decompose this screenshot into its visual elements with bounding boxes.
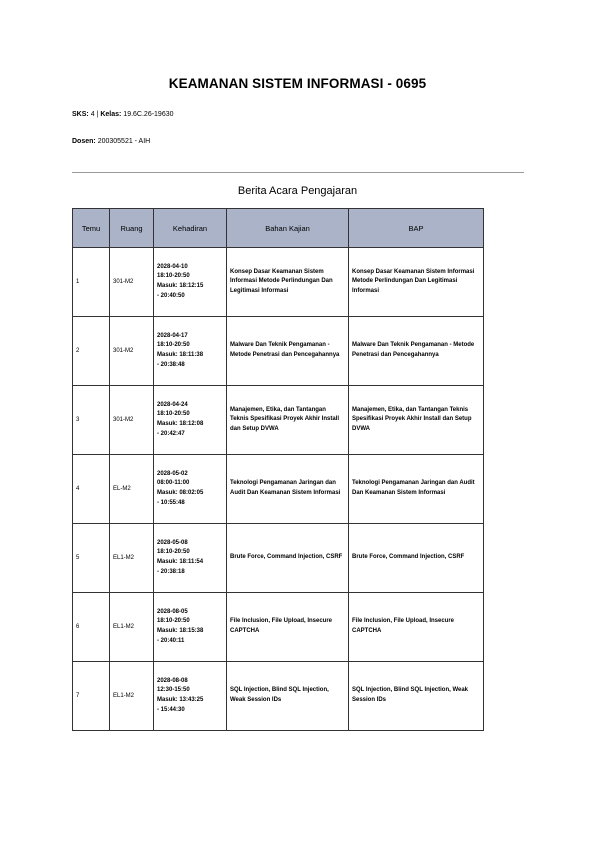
cell-bap: Malware Dan Teknik Pengamanan - Metode Penetrasi dan Pencegahannya: [349, 317, 484, 386]
header-temu: Temu: [73, 209, 110, 248]
cell-bahan-kajian: Teknologi Pengamanan Jaringan dan Audit Dan Keamanan Sistem Informasi: [227, 455, 349, 524]
kehadiran-line: - 10:55:48: [157, 499, 185, 506]
table-row: [73, 524, 484, 593]
cell-bap: Manajemen, Etika, dan Tantangan Teknis Spesifikasi Proyek Akhir Install dan Setup DVWA: [349, 386, 484, 455]
table-row: [73, 593, 484, 662]
section-title: Berita Acara Pengajaran: [237, 185, 358, 197]
table-row: [73, 386, 484, 455]
table-header-row: [73, 209, 484, 248]
cell-temu: 1: [73, 248, 110, 317]
cell-kehadiran: [154, 386, 227, 455]
cell-temu: 3: [73, 386, 110, 455]
cell-ruang: 301-M2: [110, 317, 154, 386]
cell-bap: File Inclusion, File Upload, Insecure CAPTCHA: [349, 593, 484, 662]
header-bahan-kajian: Bahan Kajian: [227, 209, 349, 248]
cell-bahan-kajian: SQL Injection, Blind SQL Injection, Weak Session IDs: [227, 662, 349, 731]
cell-bap: Teknologi Pengamanan Jaringan dan Audit Dan Keamanan Sistem Informasi: [349, 455, 484, 524]
course-info-line: [72, 111, 174, 118]
header-bap: BAP: [349, 209, 484, 248]
cell-temu: 4: [73, 455, 110, 524]
cell-ruang: EL1-M2: [110, 662, 154, 731]
kehadiran-line: 2028-05-02: [157, 470, 188, 477]
teaching-report-table: [72, 208, 484, 731]
kehadiran-line: - 20:38:18: [157, 568, 185, 575]
kehadiran-line: Masuk: 18:11:54: [157, 559, 204, 565]
kehadiran-line: 2028-04-17: [157, 332, 188, 339]
dosen-value: 200305521 - AIH: [97, 138, 151, 145]
cell-bahan-kajian: Malware Dan Teknik Pengamanan - Metode Penetrasi dan Pencegahannya: [227, 317, 349, 386]
kehadiran-line: 18:10-20:50: [157, 618, 190, 625]
cell-bap: Konsep Dasar Keamanan Sistem Informasi Metode Perlindungan Dan Legitimasi Informasi: [349, 248, 484, 317]
kehadiran-line: 18:10-20:50: [157, 273, 190, 280]
cell-ruang: 301-M2: [110, 386, 154, 455]
kehadiran-line: 2028-08-05: [157, 608, 188, 615]
kehadiran-line: 18:10-20:50: [157, 342, 190, 349]
cell-kehadiran: [154, 317, 227, 386]
kehadiran-line: 2028-05-08: [157, 539, 188, 546]
header-ruang: Ruang: [110, 209, 154, 248]
kehadiran-line: 08:00-11:00: [157, 480, 190, 487]
page-title: KEAMANAN SISTEM INFORMASI - 0695: [168, 76, 427, 91]
cell-ruang: EL1-M2: [110, 524, 154, 593]
cell-kehadiran: [154, 662, 227, 731]
lecturer-info-line: [72, 138, 150, 145]
header-kehadiran: Kehadiran: [154, 209, 227, 248]
cell-bahan-kajian: Brute Force, Command Injection, CSRF: [227, 524, 349, 593]
kehadiran-line: Masuk: 18:15:38: [157, 628, 204, 634]
kehadiran-line: Masuk: 18:12:08: [157, 421, 204, 427]
cell-temu: 5: [73, 524, 110, 593]
cell-temu: 2: [73, 317, 110, 386]
table-row: [73, 662, 484, 731]
table-row: [73, 317, 484, 386]
cell-temu: 7: [73, 662, 110, 731]
kehadiran-line: 18:10-20:50: [157, 549, 190, 556]
cell-kehadiran: [154, 524, 227, 593]
kehadiran-line: Masuk: 18:11:38: [157, 352, 204, 358]
kehadiran-line: 18:10-20:50: [157, 411, 190, 418]
kehadiran-line: Masuk: 18:12:15: [157, 283, 204, 289]
kehadiran-line: 2028-04-10: [157, 263, 188, 270]
table-row: [73, 455, 484, 524]
kelas-value: 19.6C.26-19630: [123, 111, 174, 118]
kehadiran-line: - 20:42:47: [157, 430, 185, 437]
cell-bap: SQL Injection, Blind SQL Injection, Weak Session IDs: [349, 662, 484, 731]
kehadiran-line: - 15:44:30: [157, 706, 185, 713]
cell-ruang: EL-M2: [110, 455, 154, 524]
table-row: [73, 248, 484, 317]
cell-kehadiran: [154, 455, 227, 524]
dosen-label: Dosen:: [72, 138, 96, 145]
cell-ruang: EL1-M2: [110, 593, 154, 662]
kehadiran-line: - 20:40:11: [157, 637, 185, 644]
separator: |: [96, 111, 99, 118]
cell-bahan-kajian: File Inclusion, File Upload, Insecure CAPTCHA: [227, 593, 349, 662]
kehadiran-line: Masuk: 13:43:25: [157, 697, 204, 703]
cell-temu: 6: [73, 593, 110, 662]
kelas-label: Kelas:: [100, 111, 122, 118]
kehadiran-line: - 20:40:50: [157, 292, 185, 299]
kehadiran-line: - 20:38:48: [157, 361, 185, 368]
kehadiran-line: 2028-04-24: [157, 401, 188, 408]
sks-value: 4: [90, 111, 95, 118]
cell-kehadiran: [154, 248, 227, 317]
cell-bahan-kajian: Manajemen, Etika, dan Tantangan Teknis Spesifikasi Proyek Akhir Install dan Setup DVWA: [227, 386, 349, 455]
cell-ruang: 301-M2: [110, 248, 154, 317]
sks-label: SKS:: [72, 111, 89, 118]
kehadiran-line: 2028-08-08: [157, 677, 188, 684]
kehadiran-line: 12:30-15:50: [157, 687, 190, 694]
cell-bap: Brute Force, Command Injection, CSRF: [349, 524, 484, 593]
cell-kehadiran: [154, 593, 227, 662]
divider: [72, 172, 524, 173]
cell-bahan-kajian: Konsep Dasar Keamanan Sistem Informasi Metode Perlindungan Dan Legitimasi Informasi: [227, 248, 349, 317]
kehadiran-line: Masuk: 08:02:05: [157, 490, 204, 496]
